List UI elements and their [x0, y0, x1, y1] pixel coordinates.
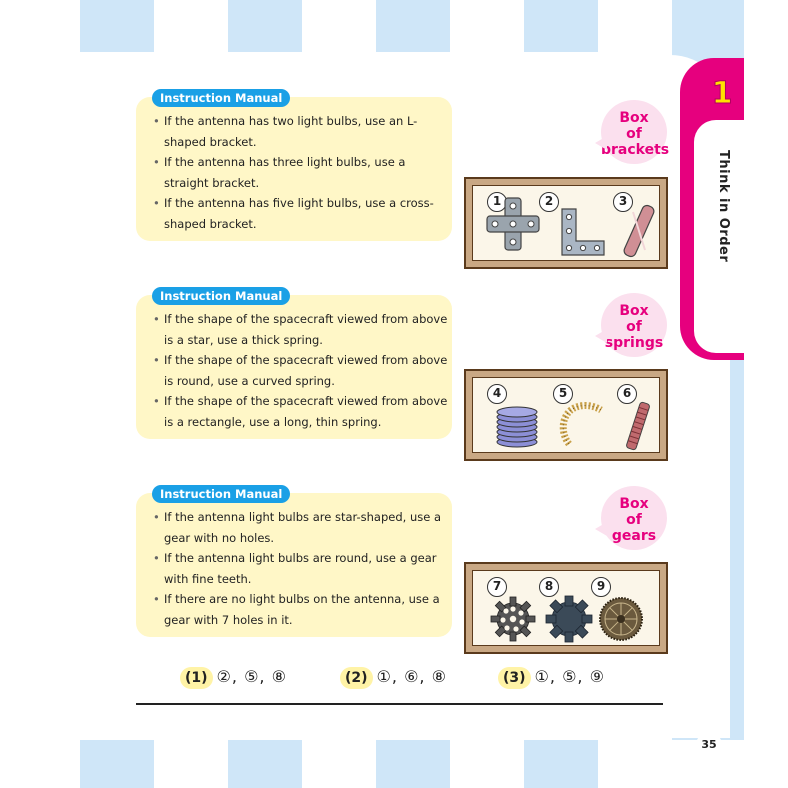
instruction-list	[152, 507, 452, 630]
item-number: 5	[553, 384, 573, 404]
item-number: 8	[539, 577, 559, 597]
item-number: 7	[487, 577, 507, 597]
background-tile	[228, 740, 302, 788]
background-tile	[80, 740, 154, 788]
answer-option[interactable]	[180, 666, 287, 689]
instruction-manual-label: Instruction Manual	[152, 287, 290, 305]
item-number: 1	[487, 192, 507, 212]
box-label-bubble: Box of springs	[601, 293, 667, 357]
instruction-list	[152, 309, 452, 432]
list-item: • If the antenna light bulbs are round, use a gear with fine teeth.	[153, 551, 437, 586]
item-number: 9	[591, 577, 611, 597]
background-tile	[376, 0, 450, 52]
background-tile	[524, 740, 598, 788]
chapter-number: 1	[711, 76, 733, 111]
brackets-box	[464, 177, 668, 269]
thick-spring-icon	[493, 404, 541, 448]
gear-fine-teeth-icon	[597, 595, 645, 643]
background-tile	[524, 0, 598, 52]
divider	[136, 703, 663, 705]
item-number: 2	[539, 192, 559, 212]
long-thin-spring-icon	[623, 400, 653, 452]
item-number: 6	[617, 384, 637, 404]
list-item: • If the antenna has five light bulbs, use a cross-shaped bracket.	[153, 196, 434, 231]
gear-with-holes-icon	[489, 595, 537, 643]
background-tile	[228, 0, 302, 52]
curved-spring-icon	[557, 400, 607, 450]
straight-bracket-icon	[621, 202, 657, 260]
instruction-manual-label: Instruction Manual	[152, 89, 290, 107]
list-item: • If there are no light bulbs on the antenna, use a gear with 7 holes in it.	[153, 592, 440, 627]
chapter-title: Think in Order	[716, 150, 731, 263]
answer-label: (2)	[340, 667, 373, 689]
answer-label: (3)	[498, 667, 531, 689]
instruction-manual-label: Instruction Manual	[152, 485, 290, 503]
box-label-bubble: Box of gears	[601, 486, 667, 550]
list-item: • If the shape of the spacecraft viewed from above is round, use a curved spring.	[153, 353, 448, 388]
background-tile	[80, 0, 154, 52]
answer-values: ②, ⑤, ⑧	[216, 667, 287, 686]
answer-option[interactable]	[340, 666, 447, 689]
answer-values: ①, ⑥, ⑧	[376, 667, 447, 686]
gears-box	[464, 562, 668, 654]
list-item: • If the antenna light bulbs are star-shaped, use a gear with no holes.	[153, 510, 442, 545]
item-number: 3	[613, 192, 633, 212]
gear-no-holes-icon	[545, 595, 593, 643]
list-item: • If the antenna has three light bulbs, use a straight bracket.	[153, 155, 406, 190]
box-label-bubble: Box of brackets	[601, 100, 667, 164]
list-item: • If the shape of the spacecraft viewed from above is a rectangle, use a long, thin spring.	[153, 394, 448, 429]
cross-bracket-icon	[485, 196, 541, 252]
page-number: 35	[696, 732, 722, 758]
l-bracket-icon	[559, 206, 607, 258]
instruction-list	[152, 111, 452, 234]
background-tile	[376, 740, 450, 788]
answer-values: ①, ⑤, ⑨	[534, 667, 605, 686]
list-item: • If the shape of the spacecraft viewed from above is a star, use a thick spring.	[153, 312, 448, 347]
springs-box	[464, 369, 668, 461]
answer-label: (1)	[180, 667, 213, 689]
list-item: • If the antenna has two light bulbs, use an L-shaped bracket.	[153, 114, 418, 149]
answer-option[interactable]	[498, 666, 605, 689]
item-number: 4	[487, 384, 507, 404]
